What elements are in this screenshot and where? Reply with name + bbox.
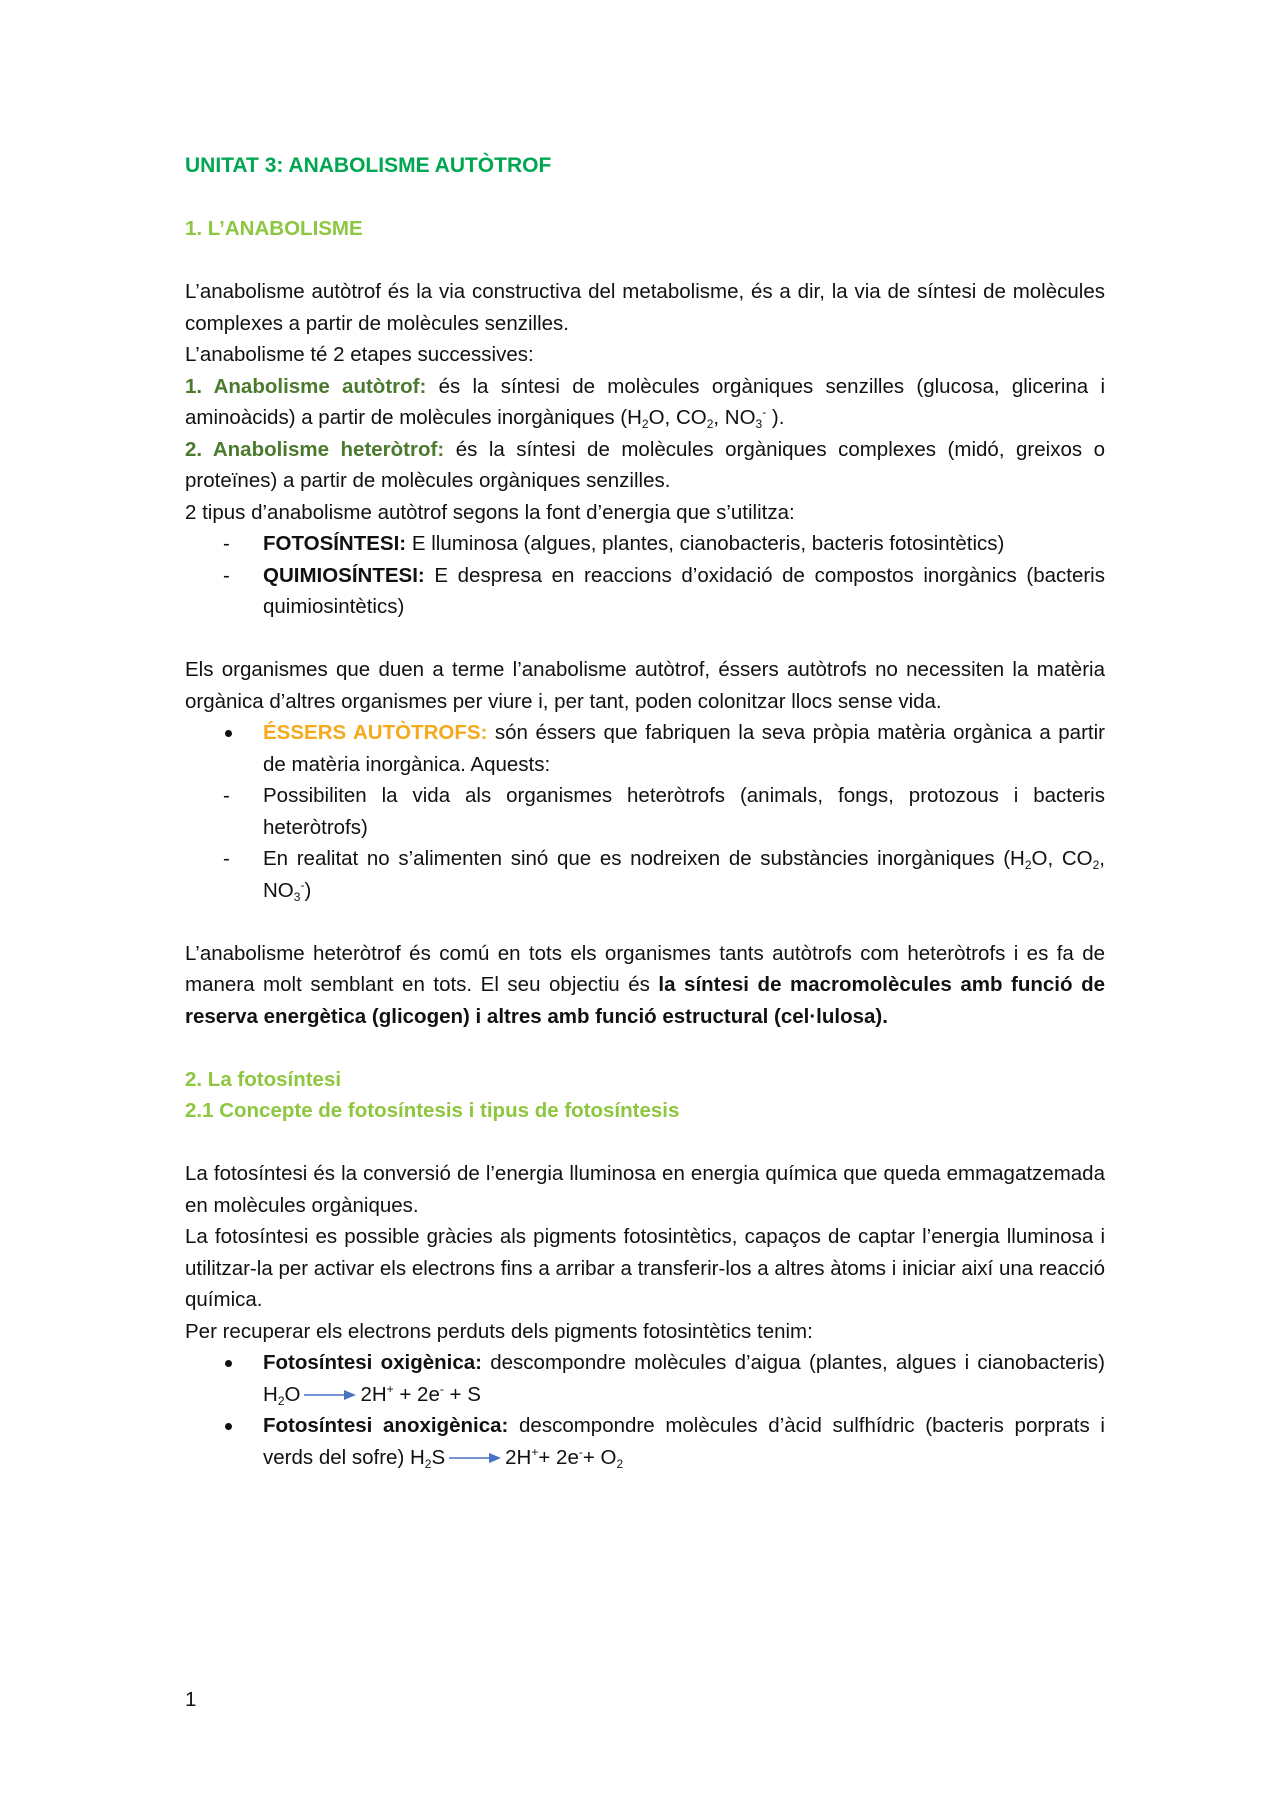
reaction-arrow-icon [304, 1388, 356, 1402]
types-intro: 2 tipus d’anabolisme autòtrof segons la font d’energia que s’utilitza: [185, 500, 795, 524]
list-item-fotosintesi: - FOTOSÍNTESI: E lluminosa (algues, plantes, cianobacteris, bacteris fotosintètics) [223, 528, 1105, 560]
bullet-icon [223, 717, 263, 749]
heterotrof-paragraph: L’anabolisme heteròtrof és comú en tots els organismes tants autòtrofs com heteròtrofs i es fa de manera molt semblant en tots. El seu objectiu és la síntesi de macromolècules amb funció de reserva energètica (glicogen) i altres amb funció estructural (cel·lulosa). [185, 941, 1105, 1028]
section-1-heading: 1. L’ANABOLISME [185, 217, 363, 240]
list-item-essers-autotrofs: ÉSSERS AUTÒTROFS: són éssers que fabriquen la seva pròpia matèria orgànica a partir de matèria inorgànica. Aquests: [223, 717, 1105, 780]
stage-2: 2. Anabolisme heteròtrof: és la síntesi de molècules orgàniques complexes (midó, greixos o proteïnes) a partir de molècules orgàniques senzilles. [185, 437, 1106, 492]
reaction-arrow-icon [449, 1451, 501, 1465]
dash-marker: - [223, 847, 230, 870]
dash-marker: - [223, 532, 230, 555]
electrons-intro: Per recuperar els electrons perduts dels pigments fotosintètics tenim: [185, 1319, 813, 1343]
section-2-1-heading: 2.1 Concepte de fotosíntesis i tipus de fotosíntesis [185, 1099, 680, 1122]
document-page [185, 150, 1105, 1473]
page-number: 1 [185, 1688, 197, 1711]
page-title: UNITAT 3: ANABOLISME AUTÒTROF [185, 154, 552, 177]
dash-marker: - [223, 563, 230, 587]
stage-1-label: 1. Anabolisme autòtrof: [185, 374, 427, 398]
stages-intro: L’anabolisme té 2 etapes successives: [185, 343, 534, 366]
list-item-possibiliten: - Possibiliten la vida als organismes heteròtrofs (animals, fongs, protozous i bacteris heteròtrofs) [223, 780, 1105, 843]
fotosintesi-definition: La fotosíntesi és la conversió de l’energia lluminosa en energia química que queda emmagatzemada en molècules orgàniques. [185, 1162, 1105, 1217]
list-item-quimiosintesi: - QUIMIOSÍNTESI: E despresa en reaccions d’oxidació de compostos inorgànics (bacteris quimiosintètics) [223, 560, 1105, 623]
bullet-icon [223, 1347, 263, 1379]
bullet-icon [223, 1410, 263, 1442]
dash-marker: - [223, 784, 230, 807]
section-2-heading: 2. La fotosíntesi [185, 1067, 342, 1091]
pigments-paragraph: La fotosíntesi es possible gràcies als pigments fotosintètics, capaços de captar l’energia lluminosa i utilitzar-la per activar els electrons fins a arribar a transferir-los a altres àtoms i iniciar així una reacció química. [185, 1225, 1105, 1311]
list-item-realitat: - En realitat no s’alimenten sinó que es nodreixen de substàncies inorgàniques ($H_2O$, $CO_2$, $NO_3^-$) [223, 843, 1105, 906]
stage-1: 1. Anabolisme autòtrof: és la síntesi de molècules orgàniques senzilles (glucosa, glicerina i aminoàcids) a partir de molècules inorgàniques ($H_2O$, $CO_2$, $NO_3^-$ ). [185, 374, 1105, 431]
stage-2-label: 2. Anabolisme heteròtrof: [185, 437, 445, 461]
intro-paragraph: L’anabolisme autòtrof és la via constructiva del metabolisme, és a dir, la via de síntesi de molècules complexes a partir de molècules senzilles. [185, 280, 1105, 335]
organisms-paragraph: Els organismes que duen a terme l’anabolisme autòtrof, éssers autòtrofs no necessiten la matèria orgànica d’altres organismes per viure i, per tant, poden colonitzar llocs sense vida. [185, 658, 1105, 713]
list-item-oxigenica: Fotosíntesi oxigènica: descompondre molècules d’aigua (plantes, algues i cianobacteris) $H_2O$ 2H+ + 2e- + S [223, 1347, 1105, 1410]
list-item-anoxigenica: Fotosíntesi anoxigènica: descompondre molècules d’àcid sulfhídric (bacteris porprats i verds del sofre) $H_2S$ $2H^++ 2e^-+ O_2$ [223, 1410, 1105, 1473]
